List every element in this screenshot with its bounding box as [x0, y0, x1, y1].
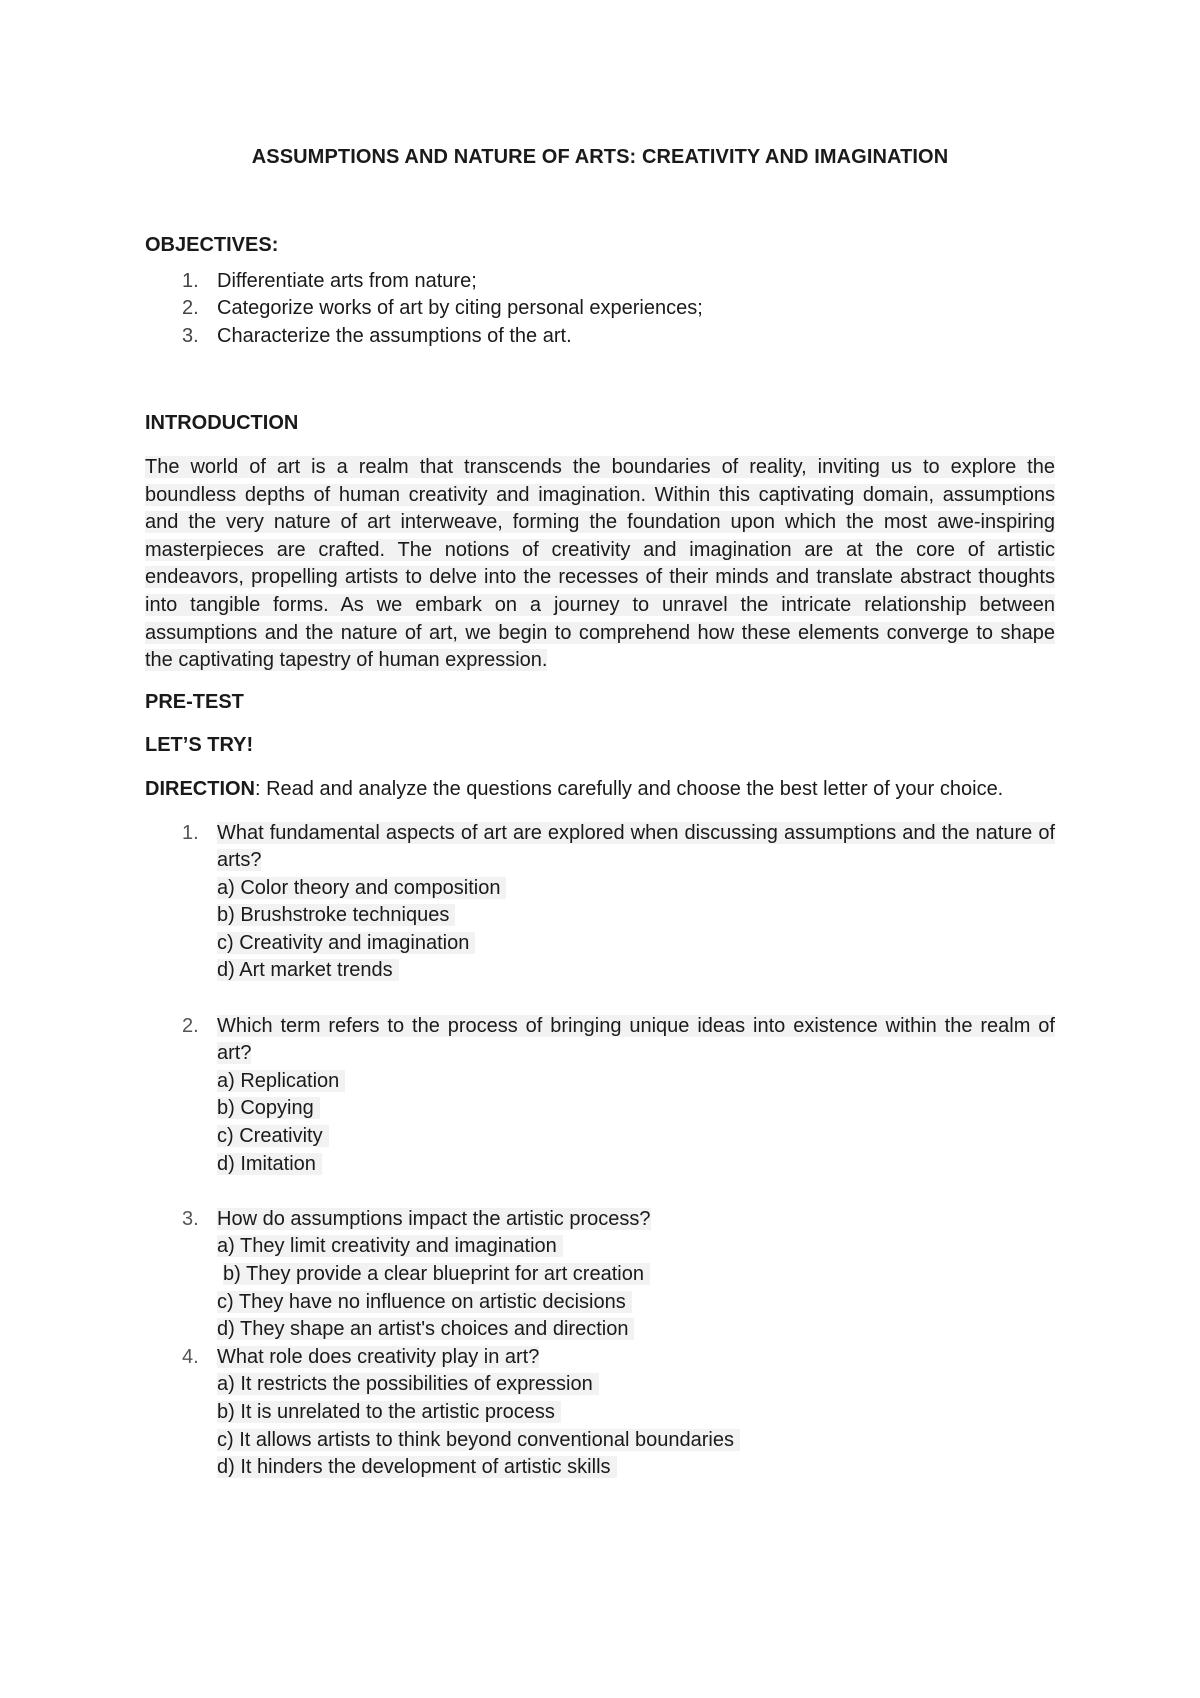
- lets-try-heading: LET’S TRY!: [145, 734, 254, 757]
- objective-item: [145, 268, 1055, 296]
- question-number: 1.: [182, 821, 199, 844]
- objective-text: Categorize works of art by citing personal experiences;: [217, 297, 703, 320]
- introduction-heading: INTRODUCTION: [145, 412, 299, 435]
- answer-option: b) Copying: [217, 1095, 1055, 1123]
- introduction-paragraph: [145, 454, 1055, 675]
- question-item: [145, 1013, 1055, 1179]
- objective-item: [145, 323, 1055, 351]
- direction-paragraph: [145, 776, 1055, 804]
- answer-option: a) It restricts the possibilities of expression: [217, 1371, 1055, 1399]
- answer-option: d) It hinders the development of artistic skills: [217, 1454, 1055, 1482]
- objective-number: 1.: [182, 269, 199, 292]
- objective-text: Differentiate arts from nature;: [217, 269, 477, 292]
- objectives-heading: OBJECTIVES:: [145, 234, 279, 256]
- question-text: What role does creativity play in art?: [217, 1345, 540, 1368]
- answer-option: b) They provide a clear blueprint for art creation: [217, 1261, 1055, 1289]
- answer-option: d) Imitation: [217, 1151, 1055, 1179]
- question-list: [145, 820, 1055, 1482]
- answer-option: a) They limit creativity and imagination: [217, 1233, 1055, 1261]
- objective-item: [145, 295, 1055, 323]
- objectives-list: [145, 268, 1055, 351]
- answer-option: d) Art market trends: [217, 957, 1055, 985]
- answer-option: b) It is unrelated to the artistic process: [217, 1399, 1055, 1427]
- pretest-heading: PRE-TEST: [145, 690, 244, 713]
- answer-option: a) Color theory and composition: [217, 875, 1055, 903]
- introduction-text: The world of art is a realm that transcends the boundaries of reality, inviting us to explore the boundless depths of human creativity and imagination. Within this captivating domain, assumptions and the very nature of art interweave, forming the foundation upon which the most awe-inspiring masterpieces are crafted. The notions of creativity and imagination are at the core of artistic endeavors, propelling artists to delve into the recesses of their minds and translate abstract thoughts into tangible forms. As we embark on a journey to unravel the intricate relationship between assumptions and the nature of art, we begin to comprehend how these elements converge to shape the captivating tapestry of human expression.: [145, 455, 1055, 672]
- direction-label: DIRECTION: [145, 777, 255, 800]
- objective-text: Characterize the assumptions of the art.: [217, 324, 572, 347]
- direction-text: : Read and analyze the questions carefully and choose the best letter of your choice.: [255, 777, 1004, 800]
- question-number: 2.: [182, 1014, 199, 1037]
- question-text: What fundamental aspects of art are explored when discussing assumptions and the nature of arts?: [217, 821, 1055, 872]
- document-title: ASSUMPTIONS AND NATURE OF ARTS: CREATIVITY AND IMAGINATION: [251, 146, 949, 168]
- question-number: 3.: [182, 1207, 199, 1230]
- document-body: [145, 232, 1055, 1482]
- question-text: How do assumptions impact the artistic process?: [217, 1207, 651, 1230]
- answer-option: d) They shape an artist's choices and direction: [217, 1316, 1055, 1344]
- question-item: [145, 820, 1055, 986]
- objective-number: 2.: [182, 297, 199, 320]
- question-item: [145, 1344, 1055, 1482]
- answer-option: c) Creativity: [217, 1123, 1055, 1151]
- answer-option: c) They have no influence on artistic decisions: [217, 1289, 1055, 1317]
- answer-option: c) It allows artists to think beyond conventional boundaries: [217, 1427, 1055, 1455]
- objective-number: 3.: [182, 324, 199, 347]
- answer-option: a) Replication: [217, 1068, 1055, 1096]
- question-text: Which term refers to the process of bringing unique ideas into existence within the realm of art?: [217, 1014, 1055, 1065]
- answer-option: c) Creativity and imagination: [217, 930, 1055, 958]
- answer-option: b) Brushstroke techniques: [217, 902, 1055, 930]
- question-item: [145, 1206, 1055, 1344]
- question-number: 4.: [182, 1345, 199, 1368]
